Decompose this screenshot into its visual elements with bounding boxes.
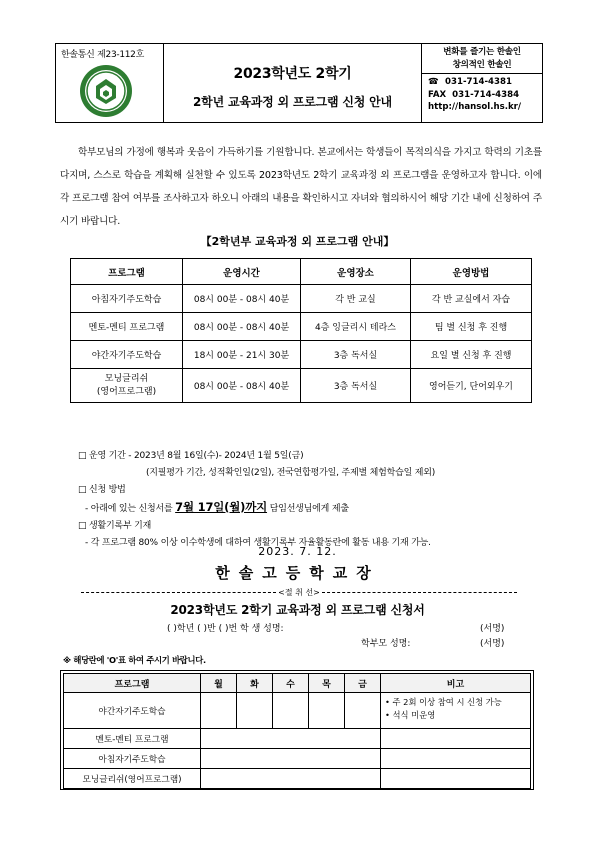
table-header: 운영장소 [301, 259, 411, 285]
school-logo-icon [79, 64, 133, 118]
table-header: 수 [273, 674, 309, 693]
program-guide-title: 【2학년부 교육과정 외 프로그램 안내】 [200, 235, 395, 248]
remark-cell [381, 769, 531, 789]
table-row [64, 729, 531, 749]
program-cell: 모닝글리쉬(영어프로그램) [64, 769, 201, 789]
bullet-icon: □ [78, 485, 87, 495]
table-cell: 영어듣기, 단어외우기 [411, 369, 532, 403]
day-checkbox-mon[interactable] [201, 693, 237, 729]
tel-number: 031-714-4381 [445, 77, 512, 87]
cut-label: <절 취 선> [278, 588, 320, 597]
program-sub: (영어프로그램) [96, 386, 157, 397]
table-cell: 08시 00분 - 08시 40분 [183, 313, 301, 341]
page-title: 2023학년도 2학기 [233, 66, 352, 82]
issue-number: 한솔통신 제23-112호 [61, 50, 145, 60]
header-contact [422, 44, 542, 122]
checkbox-cell[interactable] [201, 749, 381, 769]
remark-cell [381, 729, 531, 749]
method-title: 신청 방법 [88, 485, 126, 495]
note-period [78, 448, 548, 465]
table-cell: 멘토-멘티 프로그램 [71, 313, 183, 341]
table-cell: 야간자기주도학습 [71, 341, 183, 369]
program-cell: 아침자기주도학습 [64, 749, 201, 769]
table-cell: 08시 00분 - 08시 40분 [183, 369, 301, 403]
instruction-text: ※ 해당란에 'O'표 하여 주시기 바랍니다. [63, 655, 206, 665]
table-header-row [71, 259, 532, 285]
table-cell: 각 반 교실에서 자습 [411, 285, 532, 313]
notes-section [78, 448, 548, 552]
note-record-title [78, 518, 548, 535]
bullet-icon: □ [78, 521, 87, 531]
record-title: 생활기록부 기재 [88, 521, 152, 531]
header-left [56, 44, 164, 122]
table-cell [71, 369, 183, 403]
student-info-line[interactable]: ( )학년 ( )반 ( )번 학 생 성명: [167, 624, 284, 634]
website-url[interactable]: http://hansol.hs.kr/ [428, 102, 522, 112]
header-box [55, 43, 543, 123]
remark-cell [381, 693, 531, 729]
table-header: 운영방법 [411, 259, 532, 285]
table-header: 목 [309, 674, 345, 693]
remark-line: • 석식 미운영 [385, 710, 436, 720]
table-header: 월 [201, 674, 237, 693]
parent-name-line[interactable]: 학부모 성명: [361, 639, 411, 649]
intro-paragraph: 학부모님의 가정에 행복과 웃음이 가득하기를 기원합니다. 본교에서는 학생들이 목적의식을 가지고 학력의 기초를 다지며, 스스로 학습을 계획해 실천할 수 있도록 2023학년도 2학기 교육과정 외 프로그램을 운영하고자 합니다. 이에 각 프로그램 참여 여부를 조사하고자 하오니 아래의 내용을 확인하시고 자녀와 협의하시어 해당 기간 내에 신청하여 주시기 바랍니다. [60, 147, 542, 227]
application-title: 2023학년도 2학기 교육과정 외 프로그램 신청서 [170, 603, 425, 617]
table-header: 금 [345, 674, 381, 693]
table-row [71, 285, 532, 313]
phone-icon: ☎ [428, 77, 439, 87]
dashed-line [322, 592, 517, 593]
table-cell: 4층 잉글리시 테라스 [301, 313, 411, 341]
method-pre: - 아래에 있는 신청서를 [85, 504, 173, 514]
table-cell: 3층 독서실 [301, 341, 411, 369]
table-cell: 3층 독서실 [301, 369, 411, 403]
program-cell: 멘토-멘티 프로그램 [64, 729, 201, 749]
table-cell: 요일 별 신청 후 진행 [411, 341, 532, 369]
day-checkbox-fri[interactable] [345, 693, 381, 729]
day-checkbox-wed[interactable] [273, 693, 309, 729]
note-period-exclude: (지필평가 기간, 성적확인일(2일), 전국연합평가일, 주제별 체험학습일 제외) [146, 468, 436, 478]
cut-line [57, 587, 541, 598]
dashed-line [81, 592, 276, 593]
table-header: 화 [237, 674, 273, 693]
fax-line [428, 89, 542, 102]
application-table [63, 673, 531, 789]
page-subtitle: 2학년 교육과정 외 프로그램 신청 안내 [193, 95, 392, 109]
note-method-title [78, 482, 548, 499]
table-cell: 08시 00분 - 08시 40분 [183, 285, 301, 313]
school-motto [422, 44, 542, 74]
issue-date: 2023. 7. 12. [258, 545, 337, 558]
table-row [71, 369, 532, 403]
header-title-area [164, 44, 422, 122]
remark-line: • 주 2회 이상 참여 시 신청 가능 [385, 697, 502, 707]
fax-number: 031-714-4384 [452, 89, 520, 100]
day-checkbox-thu[interactable] [309, 693, 345, 729]
table-cell: 팀 별 신청 후 진행 [411, 313, 532, 341]
table-row [64, 693, 531, 729]
motto-line-1: 변화를 즐기는 한솔인 [443, 47, 521, 57]
bullet-icon: □ [78, 451, 87, 461]
table-row [64, 769, 531, 789]
table-header: 운영시간 [183, 259, 301, 285]
day-checkbox-tue[interactable] [237, 693, 273, 729]
checkbox-cell[interactable] [201, 769, 381, 789]
parent-sign[interactable]: (서명) [480, 639, 505, 649]
table-header-row [64, 674, 531, 693]
period-text: 운영 기간 - 2023년 8월 16일(수)- 2024년 1월 5일(금) [88, 451, 304, 461]
remark-cell [381, 749, 531, 769]
table-row [71, 341, 532, 369]
table-header: 프로그램 [71, 259, 183, 285]
student-sign[interactable]: (서명) [480, 624, 505, 634]
table-cell: 18시 00분 - 21시 30분 [183, 341, 301, 369]
deadline: 7월 17일(월)까지 [175, 500, 268, 514]
table-cell: 각 반 교실 [301, 285, 411, 313]
table-cell: 아침자기주도학습 [71, 285, 183, 313]
program-table [70, 258, 532, 403]
method-post: 담임선생님에게 제출 [269, 504, 349, 514]
table-row [64, 749, 531, 769]
contact-info [422, 74, 542, 114]
table-row [71, 313, 532, 341]
note-record: - 각 프로그램 80% 이상 이수학생에 대하여 생활기록부 자율활동란에 활동 내용 기재 가능. [85, 538, 431, 548]
note-method [78, 499, 548, 518]
program-cell: 야간자기주도학습 [64, 693, 201, 729]
motto-line-2: 창의적인 한솔인 [452, 60, 512, 70]
tel-line [428, 76, 542, 89]
table-header: 프로그램 [64, 674, 201, 693]
school-principal: 한솔고등학교장 [215, 564, 380, 582]
table-header: 비고 [381, 674, 531, 693]
checkbox-cell[interactable] [201, 729, 381, 749]
program-name: 모닝글리쉬 [104, 373, 149, 384]
fax-label: FAX [428, 89, 447, 100]
